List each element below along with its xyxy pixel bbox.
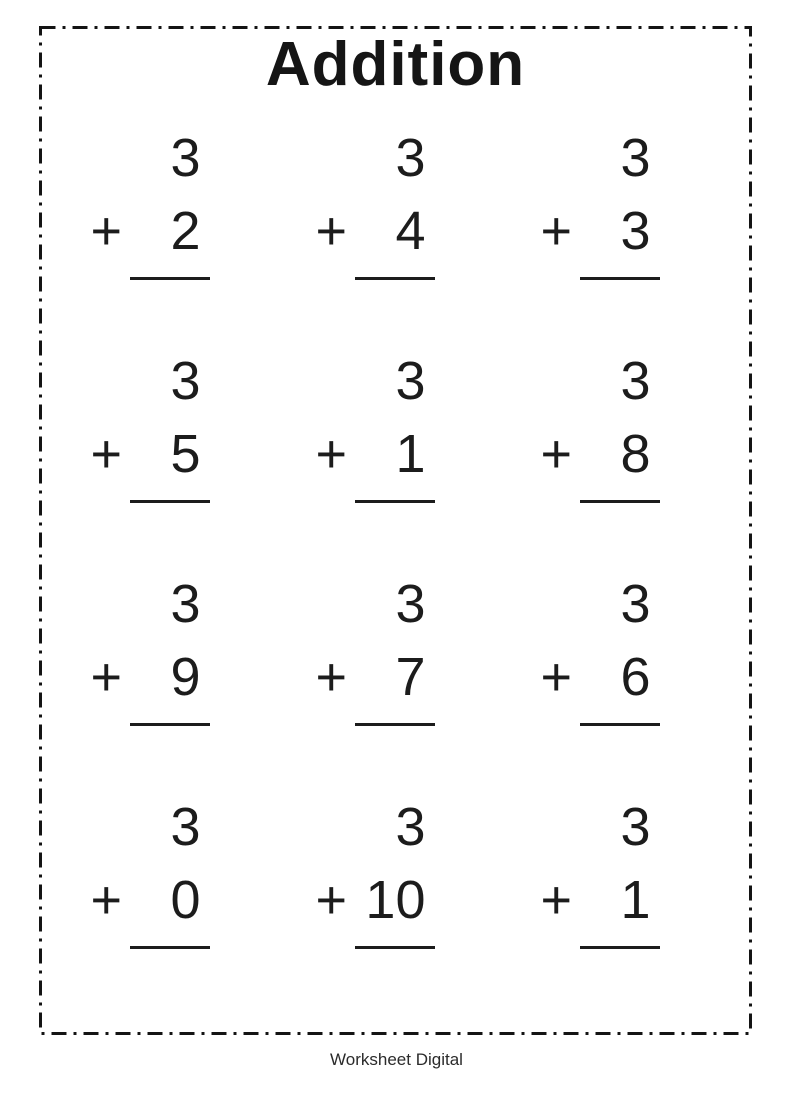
addend: 1: [620, 870, 651, 930]
addend-row: [316, 647, 438, 707]
addend-row: [541, 647, 663, 707]
problem-10: [91, 797, 213, 949]
problem-1: [91, 128, 213, 280]
top-number: 3: [170, 351, 201, 411]
answer-blank-line: [130, 277, 210, 280]
plus-sign: +: [315, 201, 348, 261]
addend: 5: [170, 424, 201, 484]
answer-blank-line: [580, 946, 660, 949]
problem-6: [541, 351, 663, 503]
addend-row: [316, 201, 438, 261]
problem-2: [316, 128, 438, 280]
plus-sign: +: [540, 647, 573, 707]
addend: 2: [170, 201, 201, 261]
addend-row: [316, 870, 438, 930]
plus-sign: +: [315, 870, 348, 930]
footer-branding: Worksheet Digital: [330, 1050, 463, 1069]
addend: 1: [395, 424, 426, 484]
answer-blank-line: [355, 500, 435, 503]
plus-sign: +: [540, 201, 573, 261]
problem-7: [91, 574, 213, 726]
worksheet-page: [39, 26, 752, 1035]
answer-blank-line: [130, 723, 210, 726]
answer-blank-line: [355, 723, 435, 726]
addend-row: [541, 870, 663, 930]
answer-blank-line: [355, 946, 435, 949]
top-number: 3: [170, 797, 201, 857]
problem-4: [91, 351, 213, 503]
plus-sign: +: [90, 647, 123, 707]
answer-blank-line: [130, 500, 210, 503]
top-number: 3: [395, 574, 426, 634]
addend: 8: [620, 424, 651, 484]
addend: 3: [620, 201, 651, 261]
plus-sign: +: [90, 424, 123, 484]
plus-sign: +: [540, 424, 573, 484]
top-number: 3: [620, 574, 651, 634]
addend-row: [541, 201, 663, 261]
plus-sign: +: [315, 647, 348, 707]
top-number: 3: [620, 797, 651, 857]
top-number: 3: [620, 128, 651, 188]
top-number: 3: [170, 128, 201, 188]
problem-12: [541, 797, 663, 949]
addend-row: [541, 424, 663, 484]
addend-row: [91, 424, 213, 484]
problem-3: [541, 128, 663, 280]
addend: 4: [395, 201, 426, 261]
addend: 6: [620, 647, 651, 707]
addend-row: [91, 647, 213, 707]
answer-blank-line: [355, 277, 435, 280]
top-number: 3: [395, 797, 426, 857]
answer-blank-line: [580, 277, 660, 280]
plus-sign: +: [540, 870, 573, 930]
answer-blank-line: [580, 500, 660, 503]
plus-sign: +: [315, 424, 348, 484]
addend-row: [91, 201, 213, 261]
problem-5: [316, 351, 438, 503]
problem-11: [316, 797, 438, 949]
top-number: 3: [395, 128, 426, 188]
problem-9: [541, 574, 663, 726]
top-number: 3: [170, 574, 201, 634]
addend-row: [91, 870, 213, 930]
addend: 9: [170, 647, 201, 707]
problems-grid: [39, 128, 752, 1020]
plus-sign: +: [90, 870, 123, 930]
plus-sign: +: [90, 201, 123, 261]
top-number: 3: [620, 351, 651, 411]
addend: 10: [365, 870, 426, 930]
addend-row: [316, 424, 438, 484]
answer-blank-line: [130, 946, 210, 949]
problem-8: [316, 574, 438, 726]
addend: 0: [170, 870, 201, 930]
addend: 7: [395, 647, 426, 707]
answer-blank-line: [580, 723, 660, 726]
top-number: 3: [395, 351, 426, 411]
page-title: Addition: [265, 30, 526, 99]
